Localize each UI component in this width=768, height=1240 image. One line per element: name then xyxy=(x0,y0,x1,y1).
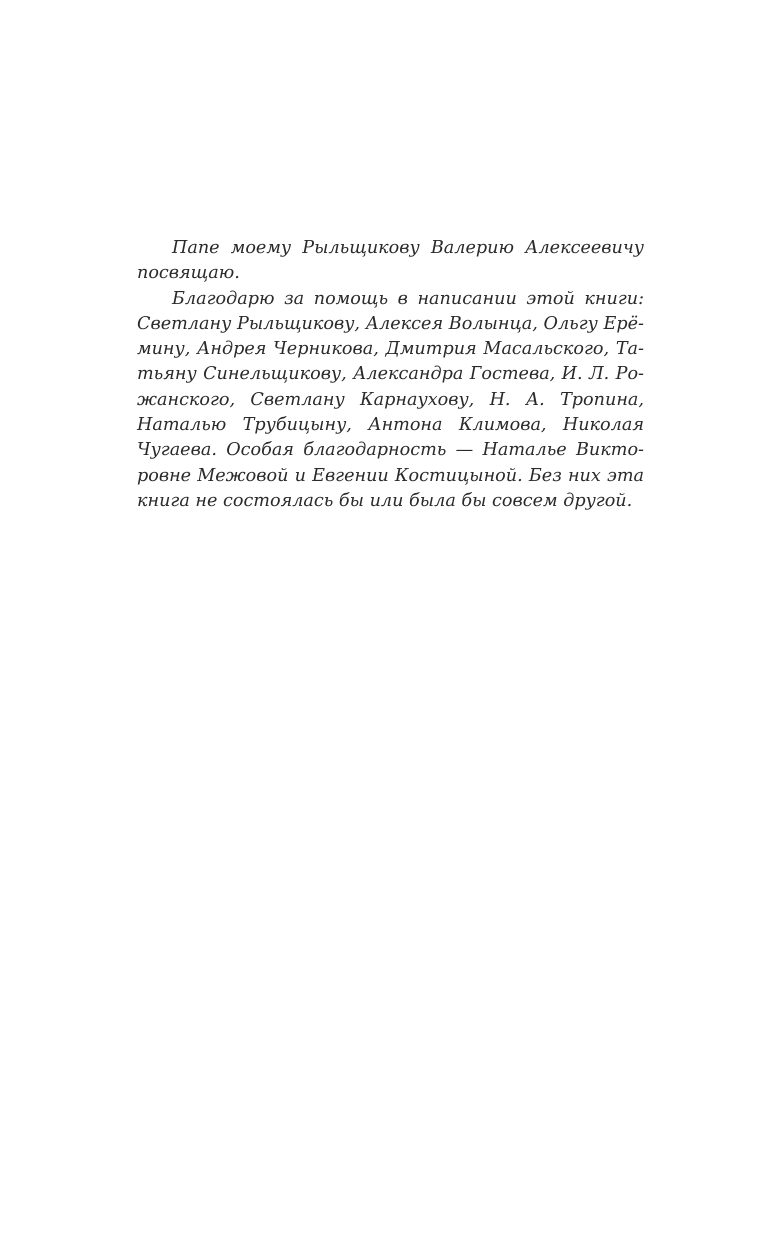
dedication-line: Папе моему Рыльщикову Валерию Алексеевичу xyxy=(172,238,644,258)
acknowledgement-line: книга не состоялась бы или была бы совсем другой. xyxy=(137,490,633,511)
acknowledgement-line: Наталью Трубицыну, Антона Климова, Николая xyxy=(137,415,644,436)
acknowledgement-line: жанского, Светлану Карнаухову, Н. А. Тропина, xyxy=(137,389,644,410)
acknowledgement-line: мину, Андрея Черникова, Дмитрия Масальского, Та- xyxy=(137,339,644,360)
acknowledgement-line: Благодарю за помощь в написании этой книги: xyxy=(172,288,644,309)
acknowledgement-line: тьяну Синельщикову, Александра Гостева, И. Л. Ро- xyxy=(137,364,644,385)
acknowledgement-line: Чугаева. Особая благодарность — Наталье Викто- xyxy=(137,440,644,461)
acknowledgement-line: Светлану Рыльщикову, Алексея Волынца, Ольгу Ерё- xyxy=(137,313,644,334)
dedication-line: посвящаю. xyxy=(137,263,240,284)
acknowledgement-line: ровне Межовой и Евгении Костицыной. Без них эта xyxy=(137,465,644,486)
dedication-text-block xyxy=(137,236,644,514)
